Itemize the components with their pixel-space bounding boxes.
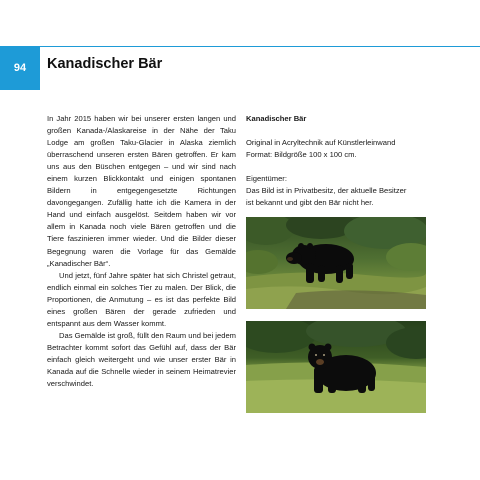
owner-info: [246, 173, 436, 209]
header-rule: [40, 46, 480, 47]
story-paragraph-3: Das Gemälde ist groß, füllt den Raum und bei jedem Betrachter kommt sofort das Gefühl auf, dass der Bär einfach gleich weitergeht und wie unser erster Bär in Kanada auf die Schnelle wieder in seinem Heimatrevier verschwindet.: [47, 330, 236, 389]
info-heading: Kanadischer Bär: [246, 114, 307, 123]
bear-walking-photo: [246, 217, 426, 309]
original-line-2: Format: Bildgröße 100 x 100 cm.: [246, 150, 357, 160]
owner-line-3: ist bekannt und gibt den Bär nicht her.: [246, 198, 374, 208]
original-info: [246, 137, 436, 161]
bear-standing-image: [246, 321, 426, 413]
story-paragraph-2: Und jetzt, fünf Jahre später hat sich Christel getraut, endlich einmal ein solches Tier zu malen. Der Blick, die Proportionen, die Anmutung – es ist das perfekte Bild eines großen Bären der gerade zufrieden und entspannt aus dem Wasser kommt.: [47, 270, 236, 328]
page-number-badge: 94: [0, 46, 40, 90]
story-paragraph-1: In Jahr 2015 haben wir bei unserer ersten langen und großen Kanada-/Alaskareise in der Nähe der Taku Lodge am großen Taku-Glacier in Alaska ziemlich überraschend unseren ersten Bären getroffen. Er kam uns aus den Büschen entgegen – und wir sind nach einem kurzen Blickkontakt und einigen spontanen Bildern in entgegengesetzte Richtungen davongegangen. Zufällig hatte ich die Kamera in der Hand und einfach ausgelöst. Seitdem haben wir vor allem in Kanada noch viele Bären getroffen und die Tiere faszinieren immer wieder. Und die Bilder dieser Begegnung waren die Vorlage für das Gemälde „Kanadischer Bär“.: [47, 114, 236, 268]
owner-line-1: Eigentümer:: [246, 174, 287, 184]
bear-walking-image: [246, 217, 426, 309]
info-column: [246, 113, 436, 221]
story-column: [47, 113, 236, 390]
owner-line-2: Das Bild ist in Privatbesitz, der aktuelle Besitzer: [246, 186, 407, 196]
original-line-1: Original in Acryltechnik auf Künstlerleinwand: [246, 138, 396, 148]
page-title: Kanadischer Bär: [47, 56, 163, 72]
bear-standing-photo: [246, 321, 426, 413]
